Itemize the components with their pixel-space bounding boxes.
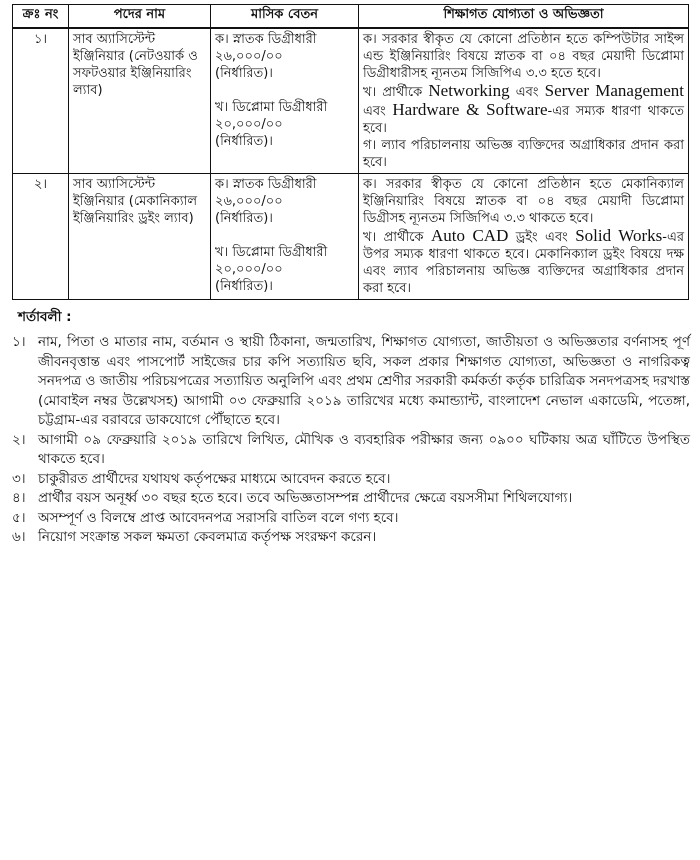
req-b-suffix: -এর উপর সম্যক ধারণা থাকতে হবে। মেকানিক্যাল ড্রইং বিষয়ে দক্ষ এবং ল্যাব পরিচালনায় অভিজ্ঞ ব্যক্তিদের অগ্রাধিকার প্রদান করা হবে। xyxy=(363,230,684,296)
salary-a-note: (নির্ধারিত)। xyxy=(215,211,273,226)
header-sl: ক্রঃ নং xyxy=(13,5,69,29)
salary-a-note: (নির্ধারিত)। xyxy=(215,66,273,81)
row-sl: ১। xyxy=(13,28,69,174)
req-a: ক। সরকার স্বীকৃত যে কোনো প্রতিষ্ঠান হতে কম্পিউটার সাইন্স এন্ড ইঞ্জিনিয়ারিং বিষয়ে স্নাতক বা ০৪ বছর মেয়াদী ডিপ্লোমা ডিগ্রীধারীসহ ন্যূনতম সিজিপিএ ৩.৩ হতে হবে। xyxy=(363,32,684,81)
req-b-suffix: -এর সম্যক ধারণা থাকতে হবে। xyxy=(363,104,684,136)
table-row xyxy=(13,28,689,174)
req-b-en2: Server Management xyxy=(544,81,684,100)
salary-b-note: (নির্ধারিত)। xyxy=(215,279,273,294)
row-post: সাব অ্যাসিস্টেন্ট ইঞ্জিনিয়ার (মেকানিক্যাল ইঞ্জিনিয়ারিং ড্রইং ল্যাব) xyxy=(69,174,211,300)
salary-a-amount: ২৬,০০০/০০ xyxy=(215,194,283,209)
salary-a-label: ক। স্নাতক ডিগ্রীধারী xyxy=(215,177,317,192)
row-salary xyxy=(211,28,359,174)
condition-number: ৩। xyxy=(12,470,26,487)
condition-text: চাকুরীরত প্রার্থীদের যথাযথ কর্তৃপক্ষের মাধ্যমে আবেদন করতে হবে। xyxy=(38,470,391,487)
condition-text: আগামী ০৯ ফেব্রুয়ারি ২০১৯ তারিখে লিখিত, মৌখিক ও ব্যবহারিক পরীক্ষার জন্য ০৯০০ ঘটিকায় অত্র ঘাঁটিতে উপস্থিত থাকতে হবে। xyxy=(38,431,690,467)
row-salary xyxy=(211,174,359,300)
req-b-mid1: ড্রইং এবং xyxy=(515,230,568,245)
condition-number: ৬। xyxy=(12,529,26,545)
salary-b-amount: ২০,০০০/০০ xyxy=(215,262,283,277)
salary-a-label: ক। স্নাতক ডিগ্রীধারী xyxy=(215,32,317,47)
req-b-mid2: এবং xyxy=(363,104,386,119)
req-a: ক। সরকার স্বীকৃত যে কোনো প্রতিষ্ঠান হতে মেকানিক্যাল ইঞ্জিনিয়ারিং বিষয়ে স্নাতক বা ০৪ বছর মেয়াদী ডিপ্লোমা ডিগ্রীসহ ন্যূনতম সিজিপিএ ৩.৩ থাকতে হবে। xyxy=(363,177,684,226)
req-b-en3: Hardware & Software xyxy=(392,100,548,119)
req-b-mid1: এবং xyxy=(515,85,539,100)
req-b-prefix: খ। প্রার্থীকে xyxy=(363,230,424,245)
condition-text: প্রার্থীর বয়স অনূর্ধ্ব ৩০ বছর হতে হবে। তবে অভিজ্ঞতাসম্পন্ন প্রার্থীদের ক্ষেত্রে বয়সসীমা শিথিলযোগ্য। xyxy=(38,490,573,506)
list-item xyxy=(12,528,690,548)
salary-b-note: (নির্ধারিত)। xyxy=(215,134,273,149)
req-b-en2: Solid Works xyxy=(575,226,663,245)
job-table xyxy=(12,4,689,300)
table-row xyxy=(13,174,689,300)
list-item xyxy=(12,431,690,470)
row-sl: ২। xyxy=(13,174,69,300)
row-requirements xyxy=(359,174,689,300)
req-b xyxy=(363,227,684,297)
list-item xyxy=(12,509,690,529)
condition-number: ২। xyxy=(12,431,26,448)
condition-number: ৪। xyxy=(12,490,26,506)
list-item xyxy=(12,470,690,490)
header-requirements: শিক্ষাগত যোগ্যতা ও অভিজ্ঞতা xyxy=(359,5,689,29)
condition-text: নাম, পিতা ও মাতার নাম, বর্তমান ও স্থায়ী ঠিকানা, জন্মতারিখ, শিক্ষাগত যোগ্যতা, জাতীয়তা ও অভিজ্ঞতার বর্ণনাসহ পূর্ণ জীবনবৃত্তান্ত এবং পাসপোর্ট সাইজের চার কপি সত্যায়িত ছবি, সকল প্রকার শিক্ষাগত যোগ্যতা, অভিজ্ঞতা ও নাগরিকত্ব সনদপত্র ও জাতীয় পরিচয়পত্রের সত্যায়িত অনুলিপি এবং প্রথম শ্রেণীর সরকারী কর্মকর্তা কর্তৃক চারিত্রিক সনদপত্রসহ দরখাস্ত (মোবাইল নম্বর উল্লেখসহ) আগামী ০৩ ফেব্রুয়ারি ২০১৯ তারিখের মধ্যে কমান্ড্যান্ট, বাংলাদেশ নেভাল একাডেমি, পতেঙ্গা, চট্টগ্রাম-এর বরাবরে ডাকযোগে পৌঁছাতে হবে। xyxy=(38,334,690,428)
req-b-en1: Networking xyxy=(428,81,510,100)
req-b-prefix: খ। প্রার্থীকে xyxy=(363,85,423,100)
req-c: গ। ল্যাব পরিচালনায় অভিজ্ঞ ব্যক্তিদের অগ্রাধিকার প্রদান করা হবে। xyxy=(363,138,684,170)
header-post: পদের নাম xyxy=(69,5,211,29)
condition-text: অসম্পূর্ণ ও বিলম্বে প্রাপ্ত আবেদনপত্র সরাসরি বাতিল বলে গণ্য হবে। xyxy=(38,509,399,526)
row-requirements xyxy=(359,28,689,174)
table-header-row xyxy=(13,5,689,29)
header-salary: মাসিক বেতন xyxy=(211,5,359,29)
salary-b-label: খ। ডিপ্লোমা ডিগ্রীধারী xyxy=(215,245,328,260)
condition-number: ৫। xyxy=(12,509,26,526)
req-b-en1: Auto CAD xyxy=(430,226,509,245)
conditions-list xyxy=(12,333,690,548)
list-item xyxy=(12,489,690,509)
salary-a-amount: ২৬,০০০/০০ xyxy=(215,49,283,64)
list-item xyxy=(12,333,690,431)
condition-number: ১। xyxy=(12,334,26,350)
condition-text: নিয়োগ সংক্রান্ত সকল ক্ষমতা কেবলমাত্র কর্তৃপক্ষ সংরক্ষণ করেন। xyxy=(38,529,377,545)
conditions-title: শর্তাবলী : xyxy=(18,309,72,325)
req-b xyxy=(363,82,684,137)
salary-b-amount: ২০,০০০/০০ xyxy=(215,117,283,132)
row-post: সাব অ্যাসিস্টেন্ট ইঞ্জিনিয়ার (নেটওয়ার্ক ও সফটওয়ার ইঞ্জিনিয়ারিং ল্যাব) xyxy=(69,28,211,174)
salary-b-label: খ। ডিপ্লোমা ডিগ্রীধারী xyxy=(215,100,328,115)
